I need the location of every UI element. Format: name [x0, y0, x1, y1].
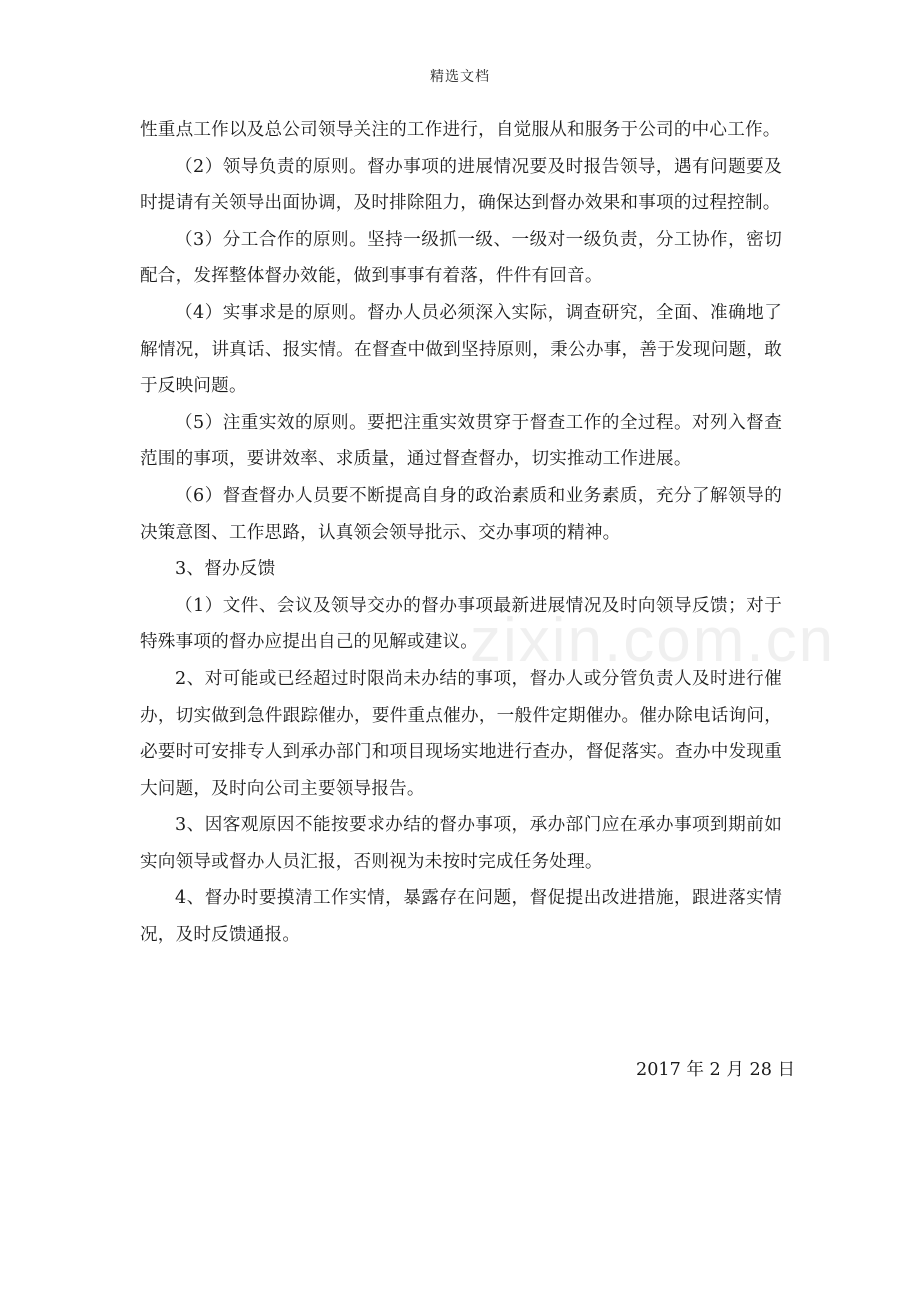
paragraph-feedback-2: 2、对可能或已经超过时限尚未办结的事项，督办人或分管负责人及时进行催办，切实做到急件跟踪催办，要件重点催办，一般件定期催办。催办除电话询问，必要时可安排专人到承办部门和项目现场实地进行查办，督促落实。查办中发现重大问题，及时向公司主要领导报告。: [140, 668, 782, 799]
watermark-text: zixin.com.cn: [470, 606, 836, 675]
section-heading-feedback: 3、督办反馈: [175, 559, 276, 580]
paragraph-principle-2: （2）领导负责的原则。督办事项的进展情况要及时报告领导，遇有问题要及时提请有关领导出面协调，及时排除阻力，确保达到督办效果和事项的过程控制。: [140, 156, 782, 214]
document-body: [140, 112, 782, 954]
paragraph-feedback-1: （1）文件、会议及领导交办的督办事项最新进展情况及时向领导反馈；对于特殊事项的督办应提出自己的见解或建议。: [140, 595, 782, 653]
document-date: 2017 年 2 月 28 日: [636, 1060, 796, 1080]
paragraph-principle-3: （3）分工合作的原则。坚持一级抓一级、一级对一级负责，分工协作，密切配合，发挥整体督办效能，做到事事有着落，件件有回音。: [140, 229, 782, 287]
paragraph-feedback-3: 3、因客观原因不能按要求办结的督办事项，承办部门应在承办事项到期前如实向领导或督办人员汇报，否则视为未按时完成任务处理。: [140, 815, 782, 872]
paragraph-principle-4: （4）实事求是的原则。督办人员必须深入实际，调查研究，全面、准确地了解情况，讲真话、报实情。在督查中做到坚持原则，秉公办事，善于发现问题，敢于反映问题。: [140, 302, 782, 397]
paragraph-principle-6: （6）督查督办人员要不断提高自身的政治素质和业务素质，充分了解领导的决策意图、工作思路，认真领会领导批示、交办事项的精神。: [140, 485, 782, 543]
page-header-title: 精选文档: [430, 69, 490, 85]
paragraph-feedback-4: 4、督办时要摸清工作实情，暴露存在问题，督促提出改进措施，跟进落实情况，及时反馈通报。: [140, 888, 782, 946]
paragraph-principle-5: （5）注重实效的原则。要把注重实效贯穿于督查工作的全过程。对列入督查范围的事项，要讲效率、求质量，通过督查督办，切实推动工作进展。: [140, 412, 782, 470]
paragraph-continuation: 性重点工作以及总公司领导关注的工作进行，自觉服从和服务于公司的中心工作。: [140, 120, 781, 140]
